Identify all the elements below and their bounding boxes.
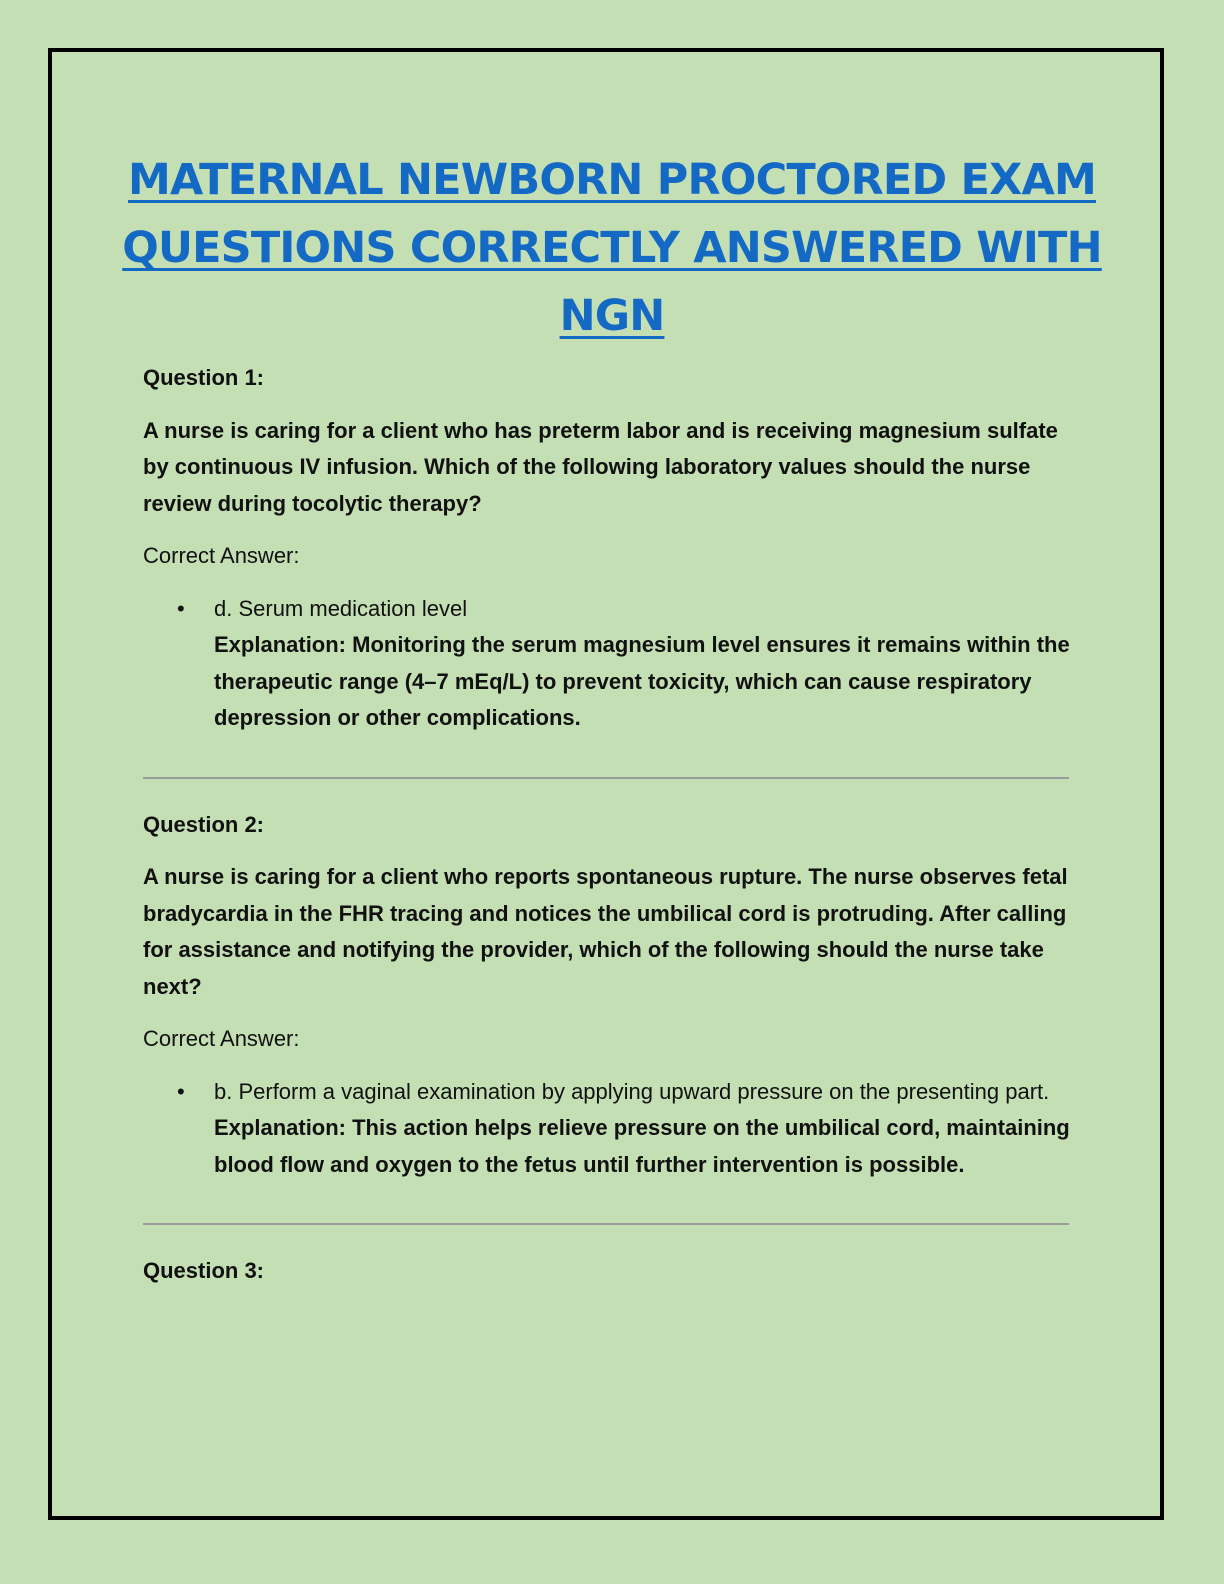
answer-choice: b. Perform a vaginal examination by applying upward pressure on the presenting part. <box>214 1078 1050 1104</box>
answer-list <box>143 1074 1073 1184</box>
correct-answer-label: Correct Answer: <box>143 543 300 568</box>
question-label: Question 3: <box>143 1258 265 1283</box>
answer-item <box>143 591 1073 737</box>
section-divider <box>143 777 1069 779</box>
question-label: Question 1: <box>143 365 265 390</box>
section-divider <box>143 1223 1069 1225</box>
question-block-3 <box>143 1253 1073 1290</box>
answer-item <box>143 1074 1073 1184</box>
answer-explanation: Explanation: This action helps relieve pressure on the umbilical cord, maintaining blood flow and oxygen to the fetus until further intervention is possible. <box>214 1115 1070 1177</box>
question-text: A nurse is caring for a client who reports spontaneous rupture. The nurse observes fetal bradycardia in the FHR tracing and notices the umbilical cord is protruding. After calling for assistance and notifying the provider, which of the following should the nurse take next? <box>143 864 1068 999</box>
document-title: MATERNAL NEWBORN PROCTORED EXAM QUESTIONS CORRECTLY ANSWERED WITH NGN <box>122 155 1102 341</box>
correct-answer-label: Correct Answer: <box>143 1026 300 1051</box>
answer-list <box>143 591 1073 737</box>
document-body <box>143 360 1073 1306</box>
question-block-1 <box>143 360 1073 737</box>
question-block-2 <box>143 807 1073 1184</box>
bullet-icon: • <box>177 595 185 621</box>
bullet-icon: • <box>177 1078 185 1104</box>
answer-explanation: Explanation: Monitoring the serum magnesium level ensures it remains within the therapeutic range (4–7 mEq/L) to prevent toxicity, which can cause respiratory depression or other complications. <box>214 632 1070 730</box>
question-label: Question 2: <box>143 811 265 837</box>
question-text: A nurse is caring for a client who has preterm labor and is receiving magnesium sulfate by continuous IV infusion. Which of the following laboratory values should the nurse review during tocolytic therapy? <box>143 417 1058 516</box>
answer-choice: d. Serum medication level <box>214 595 468 621</box>
